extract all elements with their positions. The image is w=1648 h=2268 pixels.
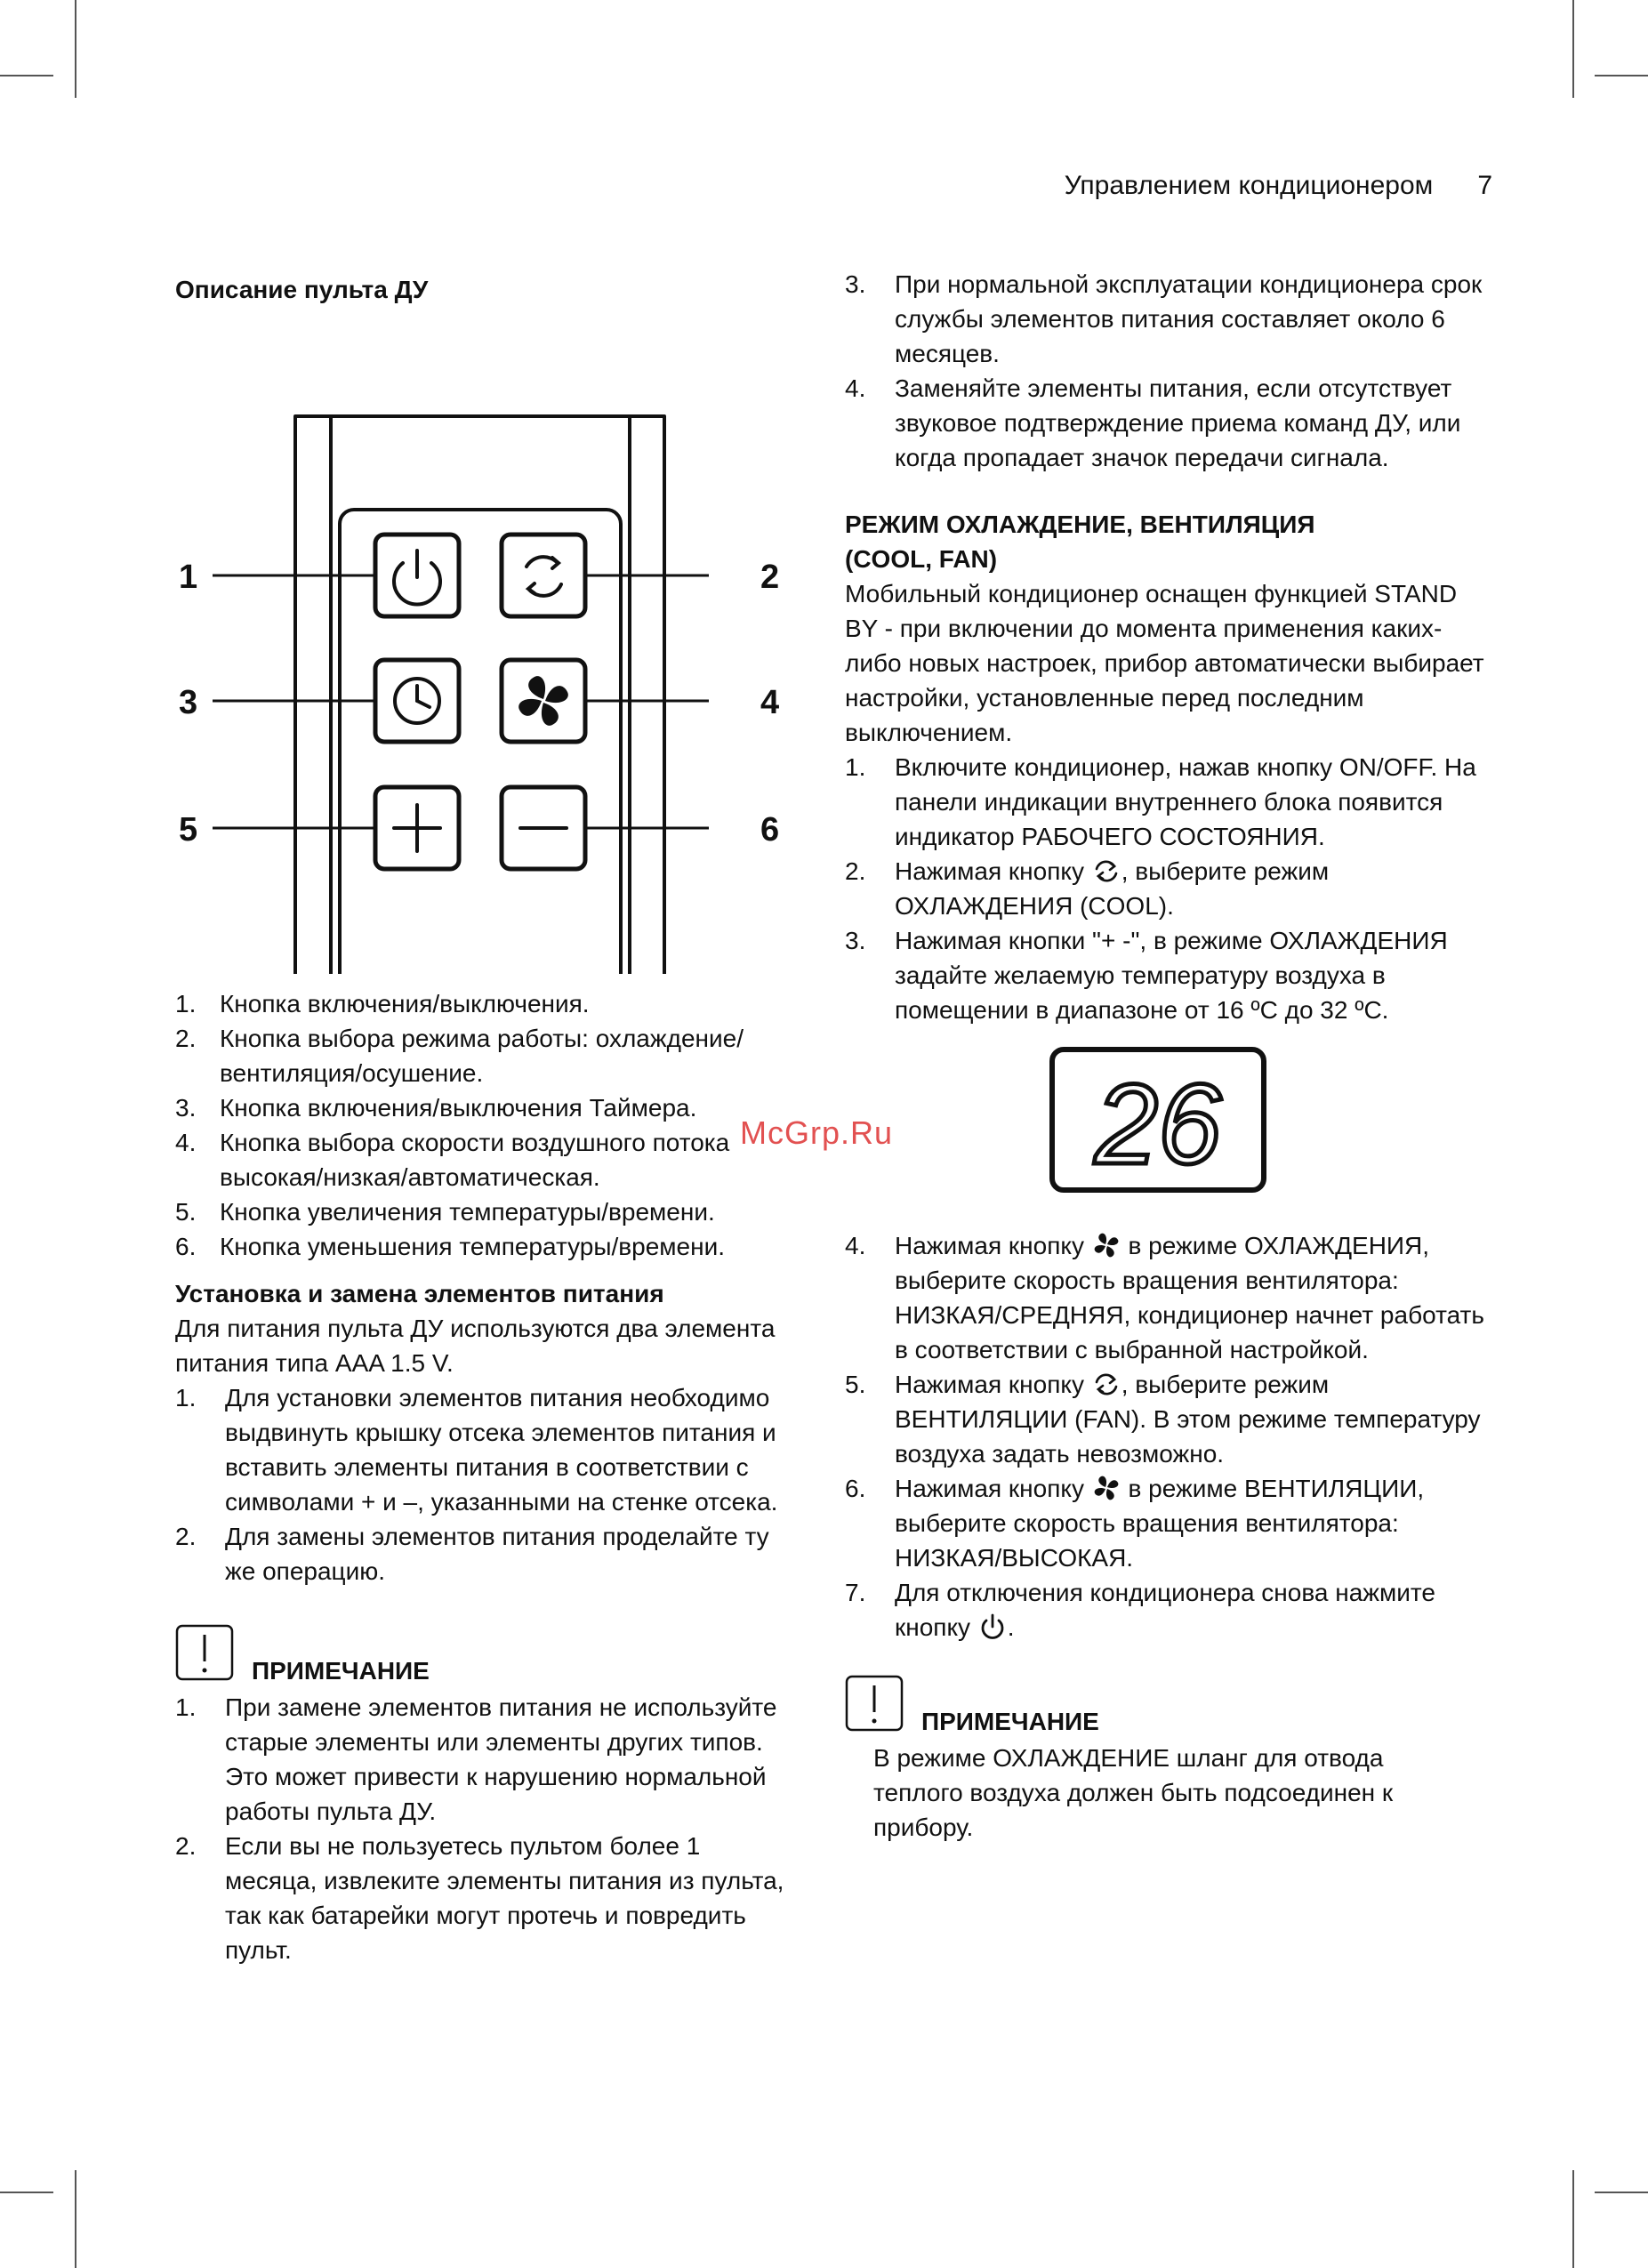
list-item: 5. Кнопка увеличения температуры/времени.	[175, 1198, 715, 1226]
list-item: 3. Нажимая кнопки "+ -", в режиме ОХЛАЖДЕНИЯ задайте желаемую температуру воздуха в помещении в диапазоне от 16 ºС до 32 ºС.	[845, 927, 1448, 1024]
right-column	[845, 267, 1485, 1845]
power-icon	[977, 1612, 1008, 1642]
crop-mark	[1572, 2170, 1574, 2268]
list-item: 1. Для установки элементов питания необходимо выдвинуть крышку отсека элементов питания и вставить элементы питания в соответствии с символами + и –, указанными на стенке отсека.	[175, 1384, 778, 1516]
list-item: 2. Кнопка выбора режима работы: охлаждение/ вентиляция/осушение.	[175, 1025, 744, 1087]
list-item: 2. Нажимая кнопку , выберите режим ОХЛАЖДЕНИЯ (COOL).	[845, 857, 1330, 920]
remote-diagram	[175, 334, 798, 974]
note-header	[845, 1675, 1485, 1735]
battery-steps	[175, 1380, 798, 1588]
list-item: 1. Кнопка включения/выключения.	[175, 990, 590, 1017]
temperature-display	[1049, 1047, 1266, 1193]
list-item: 1. При замене элементов питания не используйте старые элементы или элементы других типов. Это может привести к нарушению нормальной работы пульта ДУ.	[175, 1693, 777, 1825]
button-legend	[175, 986, 798, 1264]
page-header	[1065, 171, 1492, 201]
remote-heading: Описание пульта ДУ	[175, 276, 429, 303]
list-item: 3. При нормальной эксплуатации кондиционера срок службы элементов питания составляет около 6 месяцев.	[845, 270, 1483, 367]
mode-heading: РЕЖИМ ОХЛАЖДЕНИЕ, ВЕНТИЛЯЦИЯ	[845, 511, 1315, 538]
list-item: 4. Кнопка выбора скорости воздушного потока высокая/низкая/автоматическая.	[175, 1129, 730, 1191]
mode-steps-continued	[845, 1228, 1485, 1645]
watermark: McGrp.Ru	[740, 1114, 894, 1151]
list-item: 4. Заменяйте элементы питания, если отсутствует звуковое подтверждение приема команд ДУ, или когда пропадает значок передачи сигнала.	[845, 374, 1461, 471]
mode-steps	[845, 750, 1485, 1027]
fan-icon	[1091, 1473, 1121, 1503]
crop-mark	[0, 2192, 53, 2193]
crop-mark	[0, 75, 53, 76]
callout-number: 6	[760, 811, 780, 848]
note-header	[175, 1624, 798, 1685]
list-item: 6. Нажимая кнопку в режиме ВЕНТИЛЯЦИИ, выберите скорость вращения вентилятора: НИЗКАЯ/ВЫСОКАЯ.	[845, 1475, 1425, 1572]
crop-mark	[1595, 2192, 1648, 2193]
note-list	[175, 1690, 798, 1967]
callout-number: 2	[760, 559, 780, 596]
list-item: 2. Если вы не пользуетесь пультом более 1 месяца, извлеките элементы питания из пульта, так как батарейки могут протечь и повредить пульт.	[175, 1832, 784, 1964]
header-title: Управлением кондиционером	[1064, 171, 1434, 200]
battery-steps-continued	[845, 267, 1485, 475]
fan-speed-button	[502, 660, 585, 742]
note-text: В режиме ОХЛАЖДЕНИЕ шланг для отвода теплого воздуха должен быть подсоединен к прибору.	[873, 1744, 1394, 1841]
list-item: 6. Кнопка уменьшения температуры/времени.	[175, 1233, 725, 1260]
display-value: 26	[1094, 1061, 1222, 1187]
fan-icon	[1091, 1230, 1121, 1260]
mode-intro: Мобильный кондиционер оснащен функцией STAND BY - при включении до момента применения каких-либо новых настроек, прибор автоматически выбирает настройки, установленные перед последним выключением.	[845, 580, 1484, 746]
battery-heading: Установка и замена элементов питания	[175, 1280, 664, 1307]
remote-outline	[295, 416, 664, 974]
crop-mark	[1572, 0, 1574, 98]
callout-number: 4	[760, 684, 780, 721]
crop-mark	[75, 0, 76, 98]
callout-number: 3	[179, 684, 198, 721]
list-item: 1. Включите кондиционер, нажав кнопку ON/OFF. На панели индикации внутреннего блока появится индикатор РАБОЧЕГО СОСТОЯНИЯ.	[845, 753, 1476, 850]
exclamation-icon	[175, 1624, 234, 1681]
list-item: 3. Кнопка включения/выключения Таймера.	[175, 1094, 697, 1122]
page-number: 7	[1477, 171, 1492, 200]
mode-cycle-icon	[1091, 1369, 1121, 1399]
mode-button	[502, 535, 585, 616]
list-item: 7. Для отключения кондиционера снова нажмите кнопку .	[845, 1579, 1435, 1641]
crop-mark	[75, 2170, 76, 2268]
note-title: ПРИМЕЧАНИЕ	[921, 1708, 1099, 1735]
list-item: 2. Для замены элементов питания проделайте ту же операцию.	[175, 1523, 769, 1585]
mode-cycle-icon	[1091, 856, 1121, 886]
note-title: ПРИМЕЧАНИЕ	[252, 1657, 430, 1685]
list-item: 4. Нажимая кнопку в режиме ОХЛАЖДЕНИЯ, выберите скорость вращения вентилятора: НИЗКАЯ/СРЕДНЯЯ, кондиционер начнет работать в соответствии с выбранной настройкой.	[845, 1232, 1484, 1363]
mode-heading-sub: (COOL, FAN)	[845, 545, 998, 573]
battery-intro: Для питания пульта ДУ используются два элемента питания типа AAA 1.5 V.	[175, 1315, 776, 1377]
exclamation-icon	[845, 1675, 904, 1732]
callout-number: 1	[179, 559, 198, 596]
callout-number: 5	[179, 811, 198, 848]
crop-mark	[1595, 75, 1648, 76]
left-column	[175, 267, 798, 1967]
list-item: 5. Нажимая кнопку , выберите режим ВЕНТИЛЯЦИИ (FAN). В этом режиме температуру воздуха задать невозможно.	[845, 1371, 1481, 1468]
